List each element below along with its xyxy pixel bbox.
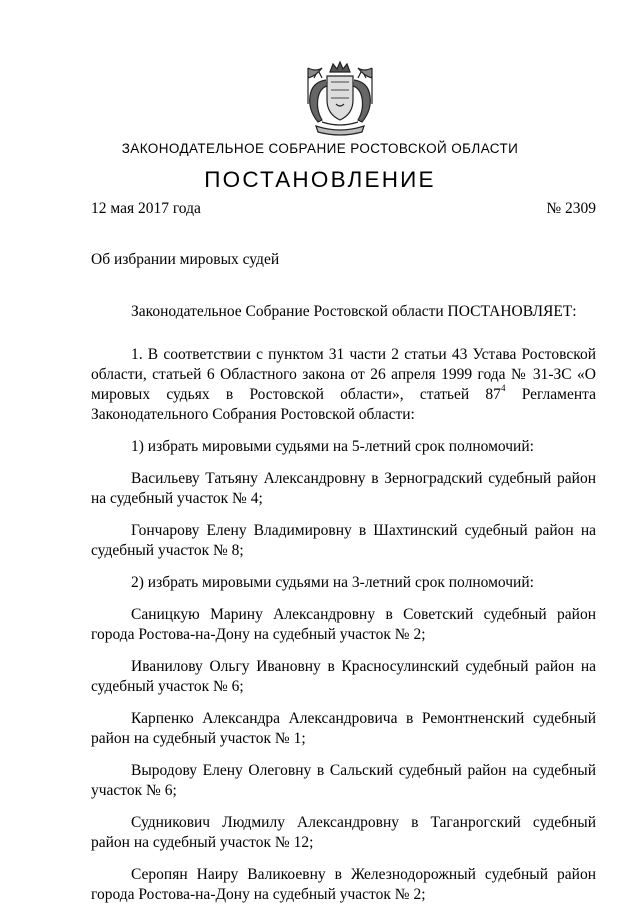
coat-of-arms-icon: [300, 60, 380, 140]
paragraph: Гончарову Елену Владимировну в Шахтинский судебный район на судебный участок № 8;: [91, 522, 596, 559]
paragraph: Судникович Людмилу Александровну в Таганрогский судебный район на судебный участок № 12;: [91, 814, 596, 851]
clause-1: [91, 345, 596, 425]
paragraph: Васильеву Татьяну Александровну в Зерноградский судебный район на судебный участок № 4;: [91, 470, 596, 507]
assembly-name: ЗАКОНОДАТЕЛЬНОЕ СОБРАНИЕ РОСТОВСКОЙ ОБЛАСТИ: [121, 141, 519, 156]
clause-1-superscript: 4: [500, 382, 506, 393]
paragraph: Серопян Наиру Валикоевну в Железнодорожный судебный район города Ростова-на-Дону на судебный участок № 2;: [91, 866, 596, 903]
clause-1-text: 1. В соответствии с пунктом 31 части 2 статьи 43 Устава Ростовской области, статьей 6 Областного закона от 26 апреля 1999 года № 31-ЗС «О мировых судьях в Ростовской области», статьей 87: [91, 346, 596, 403]
paragraph: Выродову Елену Олеговну в Сальский судебный район на судебный участок № 6;: [91, 762, 596, 799]
paragraph: Карпенко Александра Александровича в Ремонтненский судебный район на судебный участок № 1;: [91, 710, 596, 747]
document-type-title: ПОСТАНОВЛЕНИЕ: [204, 167, 436, 192]
paragraph: 1) избрать мировыми судьями на 5-летний срок полномочий:: [131, 438, 534, 455]
paragraph: Саницкую Марину Александровну в Советский судебный район города Ростова-на-Дону на судебный участок № 2;: [91, 606, 596, 643]
document-body: [91, 345, 596, 917]
clause-1-text-end: Регламента Законодательного Собрания Ростовской области:: [91, 386, 596, 423]
document-number: № 2309: [546, 200, 596, 217]
document-subject: Об избрании мировых судей: [91, 251, 280, 268]
preamble: Законодательное Собрание Ростовской области ПОСТАНОВЛЯЕТ:: [131, 303, 577, 320]
document-date: 12 мая 2017 года: [91, 200, 201, 217]
paragraph: Иванилову Ольгу Ивановну в Красносулинский судебный район на судебный участок № 6;: [91, 658, 596, 695]
paragraph: 2) избрать мировыми судьями на 3-летний срок полномочий:: [131, 574, 534, 591]
